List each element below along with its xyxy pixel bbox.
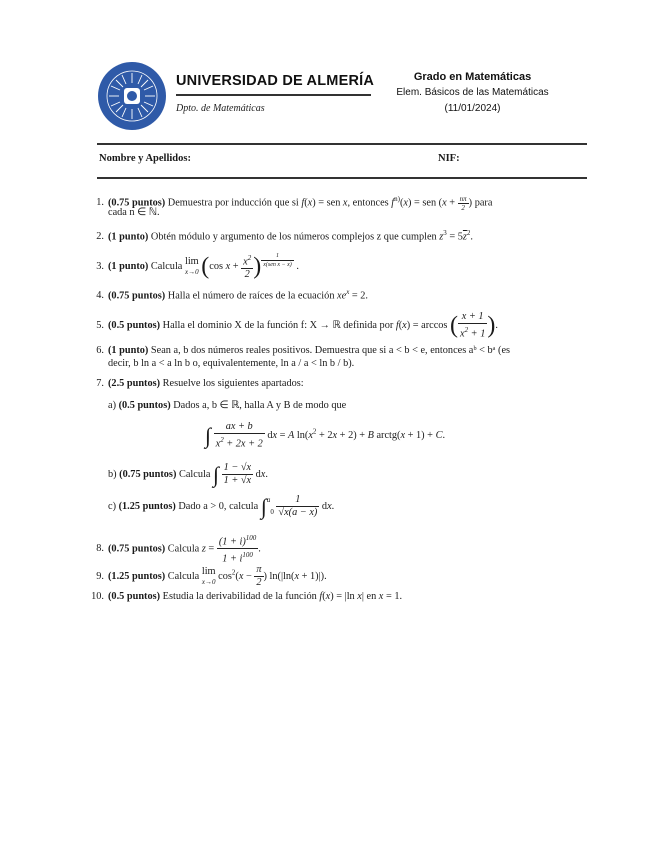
divider	[97, 177, 587, 179]
exam-date: (11/01/2024)	[444, 103, 501, 114]
question-8: 8. (0.75 puntos) Calcula z = $\frac{(1 + i)^{100}}{1 + i^{100}}$ .	[96, 534, 261, 565]
question-7a: a) (0.5 puntos) Dados a, b ∈ ℝ, halla A y B de modo que	[108, 400, 347, 411]
subject-title: Elem. Básicos de las Matemáticas	[396, 87, 549, 98]
question-7b: b) (0.75 puntos) Calcula ∫ $\frac{1 - √x}{1 + √x}$ dx.	[108, 462, 268, 487]
question-5: 5. (0.5 puntos) Halla el dominio X de la función f: X → ℝ definida por f(x) = arccos ( $\frac{x + 1}{x^2 + 1}$ ).	[96, 311, 498, 340]
question-7c: c) (1.25 puntos) Dado a > 0, calcula ∫$^a$0 $\frac{1}{√x(a - x)}$ dx.	[108, 494, 335, 519]
divider	[97, 143, 587, 145]
question-3: 3. (1 punto) Calcula lim x→0 (cos x + $\frac{x^2}{2}$ ) $\frac{1}{\text{x(sen x − x)}}$ .	[96, 253, 299, 281]
question-2: 2. (1 punto) Obtén módulo y argumento de los números complejos z que cumplen $z^3 = 5\overline{z}^2$.	[96, 229, 473, 243]
question-7: 7. (2.5 puntos) Resuelve los siguientes apartados:	[96, 378, 304, 389]
question-4: 4. (0.75 puntos) Halla el número de raíces de la ecuación $xe^x = 2$.	[96, 288, 368, 302]
question-10: 10. (0.5 puntos) Estudia la derivabilidad de la función f(x) = |ln x| en x = 1.	[91, 591, 403, 602]
question-7a-formula: ∫ $\frac{ax + b}{x^2 + 2x + 2}$ dx = A $\ln(x^2 + 2x + 2) + B$ arctg(x + 1) + C.	[205, 421, 446, 450]
question-1: 1. (0.75 puntos) Demuestra por inducción que si f(x) = sen x, entonces $f^{n)}(x)$ = sen (x + $\frac{n\pi}{2}$ ) para	[96, 194, 493, 212]
university-name: UNIVERSIDAD DE ALMERÍA	[176, 73, 375, 89]
question-6-line2: decir, b ln a < a ln b o, equivalentemente, ln a / a < ln b / b).	[108, 358, 355, 369]
header-underline	[176, 94, 371, 96]
university-seal-icon	[97, 61, 167, 131]
id-label: NIF:	[438, 153, 460, 164]
name-label: Nombre y Apellidos:	[99, 153, 191, 164]
question-9: 9. (1.25 puntos) Calcula lim x→0 $\cos^2(x$ − $\frac{\pi}{2}$ ) ln(|ln(x + 1)|).	[96, 564, 327, 588]
question-1-line2: cada n ∈ ℕ.	[108, 207, 160, 218]
question-6: 6. (1 punto) Sean a, b dos números reales positivos. Demuestra que si a < b < e, entonces aᵇ < bᵃ (es	[96, 345, 511, 356]
department-name: Dpto. de Matemáticas	[176, 103, 265, 114]
degree-title: Grado en Matemáticas	[413, 71, 532, 83]
course-info	[390, 69, 555, 117]
